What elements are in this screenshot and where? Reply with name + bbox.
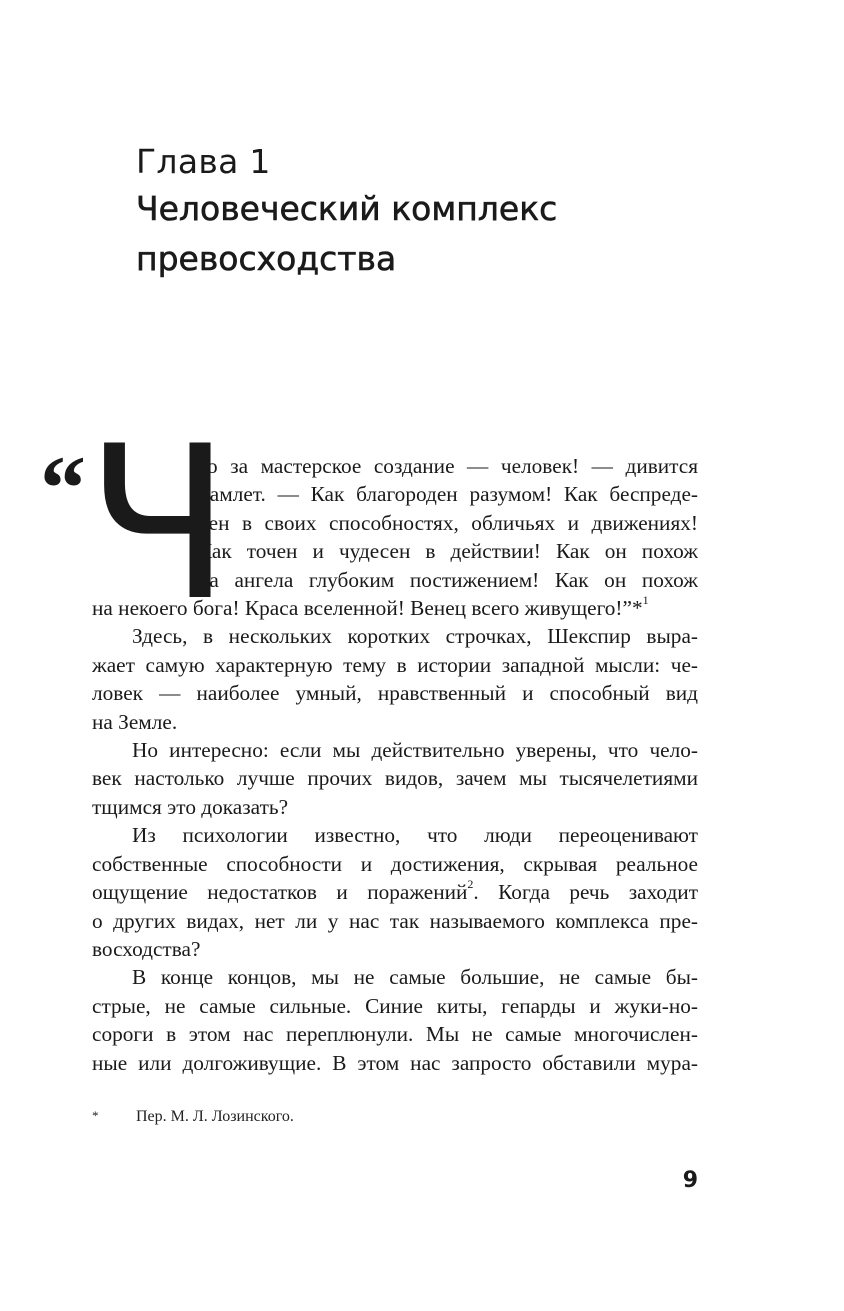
text-line: В конце концов, мы не самые большие, не самые бы- <box>132 965 698 990</box>
text-line: ные или долгоживущие. В этом нас запросто обставили мура- <box>92 1050 698 1075</box>
text-line-content: ощущение недостатков и поражений <box>92 880 468 905</box>
text-line: сороги в этом нас переплюнули. Мы не самые многочислен- <box>92 1022 698 1047</box>
text-line: о других видах, нет ли у нас так называемого комплекса пре- <box>92 908 698 933</box>
text-line-content: на некоего бога! Краса вселенной! Венец всего живущего!”* <box>92 596 643 621</box>
text-line: Но интересно: если мы действительно уверены, что чело- <box>132 738 698 763</box>
paragraph-4 <box>92 821 698 963</box>
chapter-number: Глава 1 <box>136 142 271 181</box>
paragraph-2 <box>92 622 698 736</box>
text-line <box>92 594 698 622</box>
footnote-text: Пер. М. Л. Лозинского. <box>136 1108 294 1125</box>
text-line: ловек — наиболее умный, нравственный и способный вид <box>92 681 698 706</box>
paragraph-3 <box>92 736 698 821</box>
text-line-tail: . Когда речь заходит <box>473 880 698 905</box>
text-line: век настолько лучше прочих видов, зачем мы тысячелетиями <box>92 766 698 791</box>
chapter-heading <box>136 140 756 284</box>
text-line: то за мастерское создание — человек! — дивится <box>198 454 698 478</box>
body-text <box>92 452 698 1077</box>
footnote <box>92 1108 698 1126</box>
chapter-title-line-2: превосходства <box>136 239 397 278</box>
paragraph-5 <box>92 963 698 1077</box>
chapter-title-line-1: Человеческий комплекс <box>136 189 558 228</box>
text-line: на ангела глубоким постижением! Как он похож <box>198 567 698 592</box>
endnote-ref-2: 2 <box>467 877 474 892</box>
text-line: стрые, не самые сильные. Синие киты, гепарды и жуки-но- <box>92 993 698 1018</box>
text-line: жает самую характерную тему в истории западной мысли: че- <box>92 652 698 677</box>
text-line: лен в своих способностях, обличьях и движениях! <box>198 510 698 535</box>
endnote-ref-1: 1 <box>642 593 649 608</box>
text-line: Как точен и чудесен в действии! Как он похож <box>198 539 698 564</box>
text-line: Из психологии известно, что люди переоценивают <box>132 823 698 848</box>
text-line <box>92 878 698 906</box>
text-line: восходства? <box>92 936 201 961</box>
text-line: Здесь, в нескольких коротких строчках, Шекспир выра- <box>132 624 698 649</box>
text-line: Гамлет. — Как благороден разумом! Как беспреде- <box>198 482 698 507</box>
text-line: тщимся это доказать? <box>92 794 289 819</box>
text-line: собственные способности и достижения, скрывая реальное <box>92 851 698 876</box>
footnote-mark: * <box>92 1108 99 1123</box>
page-number: 9 <box>682 1168 698 1193</box>
drop-cap-letter: Ч <box>86 400 232 647</box>
text-line: на Земле. <box>92 709 178 734</box>
opening-quote-mark: “ <box>40 437 86 539</box>
paragraph-1 <box>92 452 698 622</box>
